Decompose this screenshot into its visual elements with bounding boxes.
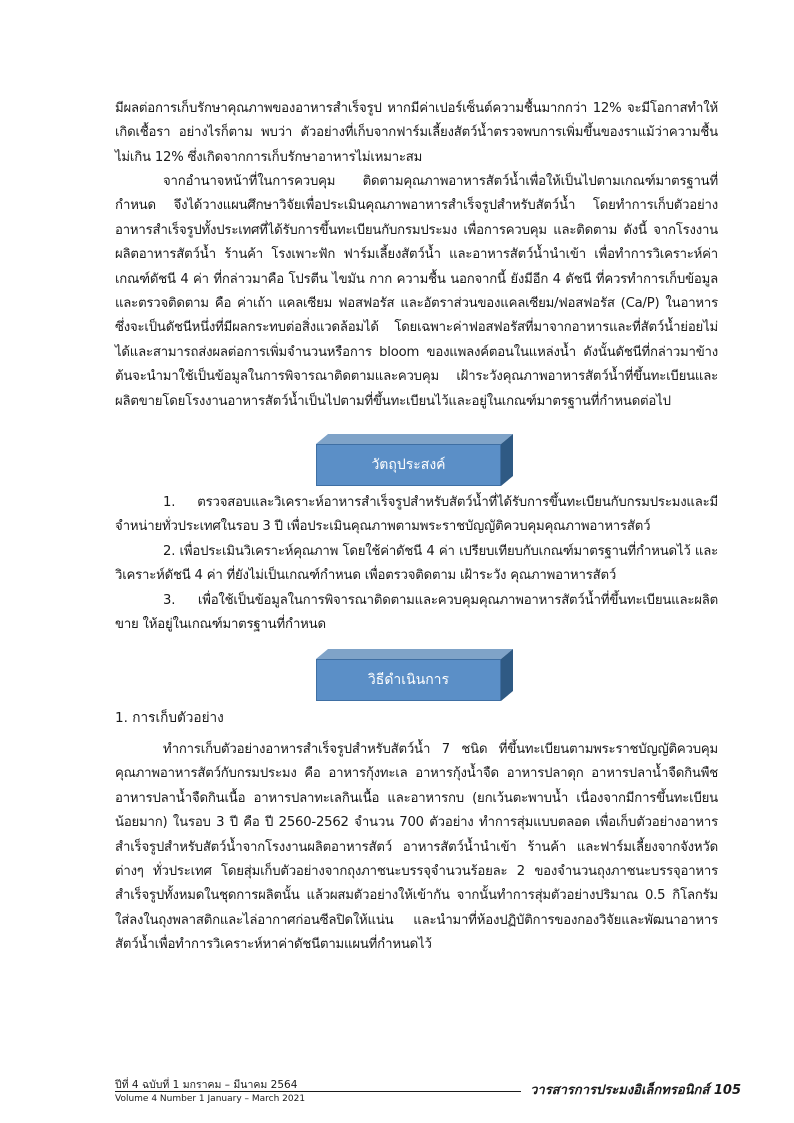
objective-item: 2. เพื่อประเมินวิเคราะห์คุณภาพ โดยใช้ค่าดัชนี 4 ค่า เปรียบเทียบกับเกณฑ์มาตรฐานที่กำหนดไว้ และวิเคราะห์ดัชนี 4 ค่า ที่ยังไม่เป็นเกณฑ์กำหนด เพื่อตรวจติดตาม เฝ้าระวัง คุณภาพอาหารสัตว์	[115, 543, 718, 584]
method-banner	[316, 659, 501, 701]
method-heading: วิธีดำเนินการ	[316, 659, 501, 701]
intro-paragraph	[115, 97, 718, 170]
sampling-section-heading: 1. การเก็บตัวอย่าง	[115, 710, 224, 726]
objectives-banner	[316, 444, 501, 486]
page-footer	[115, 1076, 741, 1116]
sampling-paragraph	[115, 738, 718, 958]
intro-continuation-text: มีผลต่อการเก็บรักษาคุณภาพของอาหารสำเร็จรูป หากมีค่าเปอร์เซ็นต์ความชื้นมากกว่า 12% จะมีโอกาสทำให้เกิดเชื้อรา อย่างไรก็ตาม พบว่า ตัวอย่างที่เก็บจากฟาร์มเลี้ยงสัตว์น้ำตรวจพบการเพิ่มขึ้นของราแม้ว่าความชื้นไม่เกิน 12% ซึ่งเกิดจากการเก็บรักษาอาหารไม่เหมาะสม	[115, 101, 718, 165]
footer-issue-english: Volume 4 Number 1 January – March 2021	[115, 1094, 306, 1104]
sampling-text: ทำการเก็บตัวอย่างอาหารสำเร็จรูปสำหรับสัตว์น้ำ 7 ชนิด ที่ขึ้นทะเบียนตามพระราชบัญญัติควบคุมคุณภาพอาหารสัตว์กับกรมประมง คือ อาหารกุ้งทะเล อาหารกุ้งน้ำจืด อาหารปลาดุก อาหารปลาน้ำจืดกินพืช อาหารปลาน้ำจืดกินเนื้อ อาหารปลาทะเลกินเนื้อ และอาหารกบ (ยกเว้นตะพาบน้ำ เนื่องจากมีการขึ้นทะเบียนน้อยมาก) ในรอบ 3 ปี คือ ปี 2560-2562 จำนวน 700 ตัวอย่าง ทำการสุ่มแบบตลอด เพื่อเก็บตัวอย่างอาหารสำเร็จรูปสำหรับสัตว์น้ำจากโรงงานผลิตอาหารสัตว์ อาหารสัตว์น้ำนำเข้า ร้านค้า และฟาร์มเลี้ยงจากจังหวัดต่างๆ ทั่วประเทศ โดยสุ่มเก็บตัวอย่างจากถุงภาชนะบรรจุจำนวนร้อยละ 2 ของจำนวนถุงภาชนะบรรจุอาหารสำเร็จรูปทั้งหมดในชุดการผลิตนั้น แล้วผสมตัวอย่างให้เข้ากัน จากนั้นทำการสุ่มตัวอย่างปริมาณ 0.5 กิโลกรัม ใส่ลงในถุงพลาสติกและไล่อากาศก่อนซีลปิดให้แน่น และนำมาที่ห้องปฏิบัติการของกองวิจัยและพัฒนาอาหารสัตว์น้ำเพื่อทำการวิเคราะห์หาค่าดัชนีตามแผนที่กำหนดไว้	[115, 742, 718, 953]
authority-text: จากอำนาจหน้าที่ในการควบคุม ติดตามคุณภาพอาหารสัตว์น้ำเพื่อให้เป็นไปตามเกณฑ์มาตรฐานที่กำหนด จึงได้วางแผนศึกษาวิจัยเพื่อประเมินคุณภาพอาหารสำเร็จรูปสำหรับสัตว์น้ำ โดยทำการเก็บตัวอย่างอาหารสำเร็จรูปทั้งประเทศที่ได้รับการขึ้นทะเบียนกับกรมประมง เพื่อการควบคุม และติดตาม ดังนี้ จากโรงงานผลิตอาหารสัตว์น้ำ ร้านค้า โรงเพาะฟัก ฟาร์มเลี้ยงสัตว์น้ำ และอาหารสัตว์น้ำนำเข้า เพื่อทำการวิเคราะห์ค่าเกณฑ์ดัชนี 4 ค่า ที่กล่าวมาคือ โปรตีน ไขมัน กาก ความชื้น นอกจากนี้ ยังมีอีก 4 ดัชนี ที่ควรทำการเก็บข้อมูลและตรวจติดตาม คือ ค่าเถ้า แคลเซียม ฟอสฟอรัส และอัตราส่วนของแคลเซียม/ฟอสฟอรัส (Ca/P) ในอาหาร ซึ่งจะเป็นดัชนีหนึ่งที่มีผลกระทบต่อสิ่งแวดล้อมได้ โดยเฉพาะค่าฟอสฟอรัสที่มาจากอาหารและที่สัตว์น้ำย่อยไม่ได้และสามารถส่งผลต่อการเพิ่มจำนวนหรือการ bloom ของแพลงค์ตอนในแหล่งน้ำ ดังนั้นดัชนีที่กล่าวมาข้างต้นจะนำมาใช้เป็นข้อมูลในการพิจารณาติดตามและควบคุม เฝ้าระวังคุณภาพอาหารสัตว์น้ำที่ขึ้นทะเบียนและผลิตขายโดยโรงงานอาหารสัตว์น้ำเป็นไปตามที่ขึ้นทะเบียนไว้และอยู่ในเกณฑ์มาตรฐานที่กำหนดต่อไป	[115, 174, 718, 409]
objective-item: 1. ตรวจสอบและวิเคราะห์อาหารสำเร็จรูปสำหรับสัตว์น้ำที่ได้รับการขึ้นทะเบียนกับกรมประมงและมีจำหน่ายทั่วประเทศในรอบ 3 ปี เพื่อประเมินคุณภาพตามพระราชบัญญัติควบคุมคุณภาพอาหารสัตว์	[115, 495, 718, 535]
objectives-heading: วัตถุประสงค์	[316, 444, 501, 486]
objectives-list	[115, 491, 718, 637]
footer-journal-page	[530, 1079, 741, 1100]
objective-item: 3. เพื่อใช้เป็นข้อมูลในการพิจารณาติดตามและควบคุมคุณภาพอาหารสัตว์น้ำที่ขึ้นทะเบียนและผลิตขาย ให้อยู่ในเกณฑ์มาตรฐานที่กำหนด	[115, 592, 718, 633]
page-number: 105	[713, 1083, 741, 1098]
authority-paragraph	[115, 170, 718, 414]
footer-rule	[115, 1091, 521, 1092]
journal-name: วารสารการประมงอิเล็กทรอนิกส์	[530, 1083, 710, 1098]
footer-issue-thai: ปีที่ 4 ฉบับที่ 1 มกราคม – มีนาคม 2564	[115, 1079, 298, 1091]
